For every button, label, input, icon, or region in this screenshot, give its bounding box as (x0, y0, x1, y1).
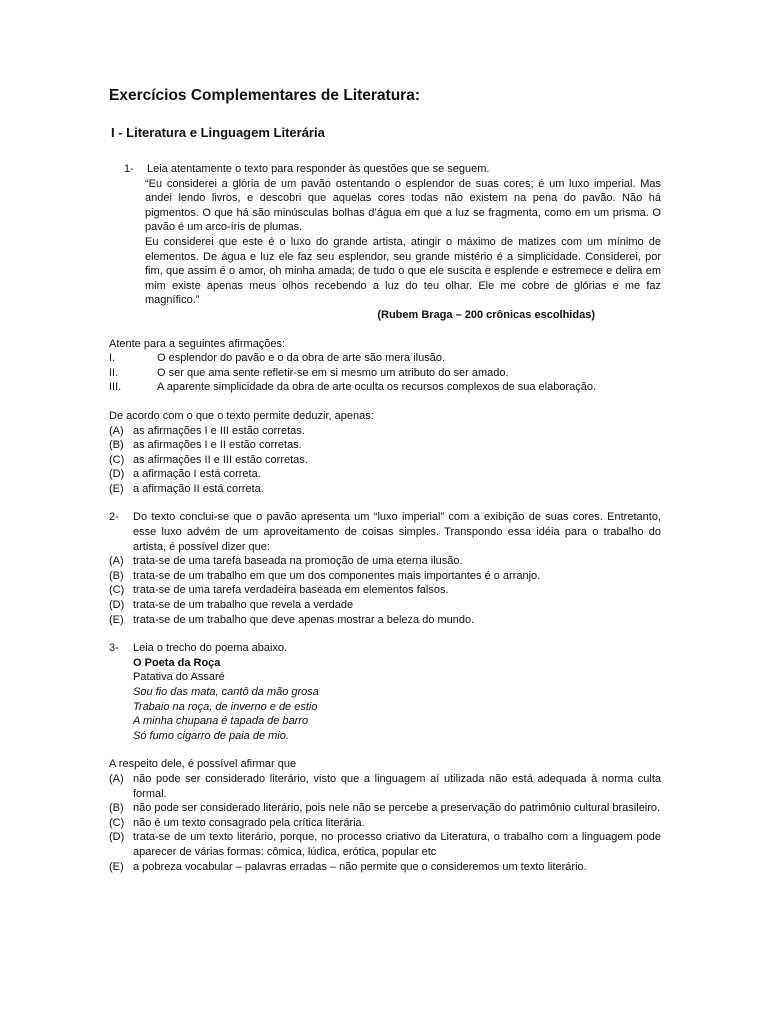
document-page (109, 86, 661, 874)
option-text: não pode ser considerado literário, visto que a linguagem aí utilizada não está adequada à norma culta formal. (133, 772, 661, 800)
option-text: trata-se de um texto literário, porque, no processo criativo da Literatura, o trabalho com a linguagem pode aparecer de várias formas: cômica, lúdica, erótica, popular etc (133, 831, 661, 858)
affirmation-number: I. (109, 352, 116, 365)
poem-verse: Só fumo cigarro de paia de mio. (133, 729, 289, 742)
answer-option (109, 482, 661, 497)
question-3 (109, 641, 661, 743)
question-number: 2- (109, 511, 119, 524)
answer-option (109, 830, 661, 859)
question-number: 3- (109, 642, 119, 655)
option-letter: (B) (109, 439, 124, 452)
option-letter: (E) (109, 860, 124, 873)
question-intro: Leia atentamente o texto para responder às questões que se seguem. (147, 163, 490, 175)
answer-option (109, 816, 661, 831)
option-letter: (B) (109, 569, 124, 582)
affirmation-item (109, 380, 661, 395)
option-text: trata-se de um trabalho que revela a verdade (133, 599, 354, 612)
affirmation-item (109, 366, 661, 381)
question-text: A respeito dele, é possível afirmar que (109, 758, 297, 771)
poem (133, 656, 661, 744)
option-text: trata-se de uma tarefa baseada na promoção de uma eterna ilusão. (133, 555, 463, 568)
question-text: Leia o trecho do poema abaixo. (133, 642, 288, 655)
option-letter: (C) (109, 816, 125, 829)
answer-option (109, 801, 661, 816)
option-text: não é um texto consagrado pela crítica literária. (133, 816, 365, 829)
answer-option (109, 438, 661, 453)
affirmation-text: O ser que ama sente refletir-se em si mesmo um atributo do ser amado. (157, 366, 509, 379)
option-letter: (D) (109, 599, 125, 612)
question-stem (109, 641, 661, 656)
poem-author: Patativa do Assaré (133, 671, 225, 684)
document-title: Exercícios Complementares de Literatura: (109, 87, 420, 104)
poem-title: O Poeta da Roça (133, 656, 221, 669)
poem-verse: A minha chupana é tapada de barro (133, 715, 309, 728)
option-text: as afirmações I e III estão corretas. (133, 424, 305, 437)
affirmation-number: III. (109, 381, 122, 394)
question-3-options (109, 757, 661, 874)
affirmation-text: O esplendor do pavão e o da obra de arte são mera ilusão. (157, 352, 446, 365)
option-letter: (E) (109, 613, 124, 626)
option-letter: (D) (109, 468, 125, 481)
answer-option (109, 467, 661, 482)
affirmations-intro: Atente para a seguintes afirmações: (109, 337, 286, 350)
option-text: a pobreza vocabular – palavras erradas – não permite que o consideremos um texto literário. (133, 860, 587, 873)
question-text: Do texto conclui-se que o pavão apresenta um “luxo imperial” com a exibição de suas cores. Entretanto, esse luxo advém de um aproveitamento de coisas simples. Transpondo essa idéia para o trabalho do artista, é possível dizer que: (133, 511, 661, 553)
option-text: a afirmação II está correta. (133, 482, 264, 495)
question-2 (109, 510, 661, 627)
option-text: as afirmações II e III estão corretas. (133, 453, 308, 466)
poem-verse: Sou fio das mata, cantô da mão grosa (133, 686, 319, 698)
quote-text (145, 177, 661, 323)
answer-option (109, 583, 661, 598)
poem-verse: Trabaio na roça, de inverno e de estio (133, 700, 318, 713)
question-stem (109, 510, 661, 554)
answer-option (109, 860, 661, 875)
section-heading: I - Literatura e Linguagem Literária (111, 125, 325, 140)
answer-option (109, 598, 661, 613)
answer-option (109, 453, 661, 468)
option-letter: (E) (109, 482, 124, 495)
option-letter: (A) (109, 424, 124, 437)
option-letter: (C) (109, 584, 125, 597)
affirmation-item (109, 351, 661, 366)
question-number: 1- (124, 163, 134, 175)
option-letter: (B) (109, 802, 124, 815)
option-text: não pode ser considerado literário, pois nele não se percebe a preservação do patrimônio cultural brasileiro. (133, 802, 661, 815)
answer-option (109, 554, 661, 569)
quote-paragraph: Eu considerei que este é o luxo do grande artista, atingir o máximo de matizes com um mínimo de elementos. De água e luz ele faz seu esplendor, seu grande mistério é a simplicidade. Considerei, por fim, que assim é o amor, oh minha amada; de tudo o que ele suscita e esplende e estremece e delira em mim existe apenas meus olhos recebendo a luz do teu olhar. Ele me cobre de glórias e me faz magnífico.” (145, 235, 661, 307)
option-letter: (D) (109, 831, 125, 844)
affirmation-text: A aparente simplicidade da obra de arte oculta os recursos complexos de sua elaboração. (157, 381, 597, 394)
deduce-intro: De acordo com o que o texto permite deduzir, apenas: (109, 409, 374, 422)
question-1 (109, 162, 661, 323)
quote-paragraph: “Eu considerei a glória de um pavão ostentando o esplendor de suas cores; é um luxo imperial. Mas andei lendo livros, e descobri que aquelas cores todas não existem na pena do pavão. Não há pigmentos. O que há são minúsculas bolhas d’água em que a luz se fragmenta, como em um prisma. O pavão é um arco-íris de plumas. (145, 177, 661, 234)
option-text: trata-se de um trabalho em que um dos componentes mais importantes é o arranjo. (133, 569, 541, 582)
answer-option (109, 613, 661, 628)
option-text: as afirmações I e II estão corretas. (133, 439, 302, 452)
option-letter: (A) (109, 555, 124, 568)
affirmation-number: II. (109, 366, 119, 379)
answer-option (109, 569, 661, 584)
affirmations (109, 337, 661, 395)
option-text: a afirmação I está correta. (133, 468, 261, 481)
option-text: trata-se de uma tarefa verdadeira baseada em elementos falsos. (133, 584, 449, 597)
quote-source: (Rubem Braga – 200 crônicas escolhidas) (377, 308, 595, 321)
answer-option (109, 772, 661, 801)
option-text: trata-se de um trabalho que deve apenas mostrar a beleza do mundo. (133, 613, 475, 626)
answer-option (109, 424, 661, 439)
option-letter: (C) (109, 453, 125, 466)
option-letter: (A) (109, 772, 124, 785)
deduce-question (109, 409, 661, 497)
